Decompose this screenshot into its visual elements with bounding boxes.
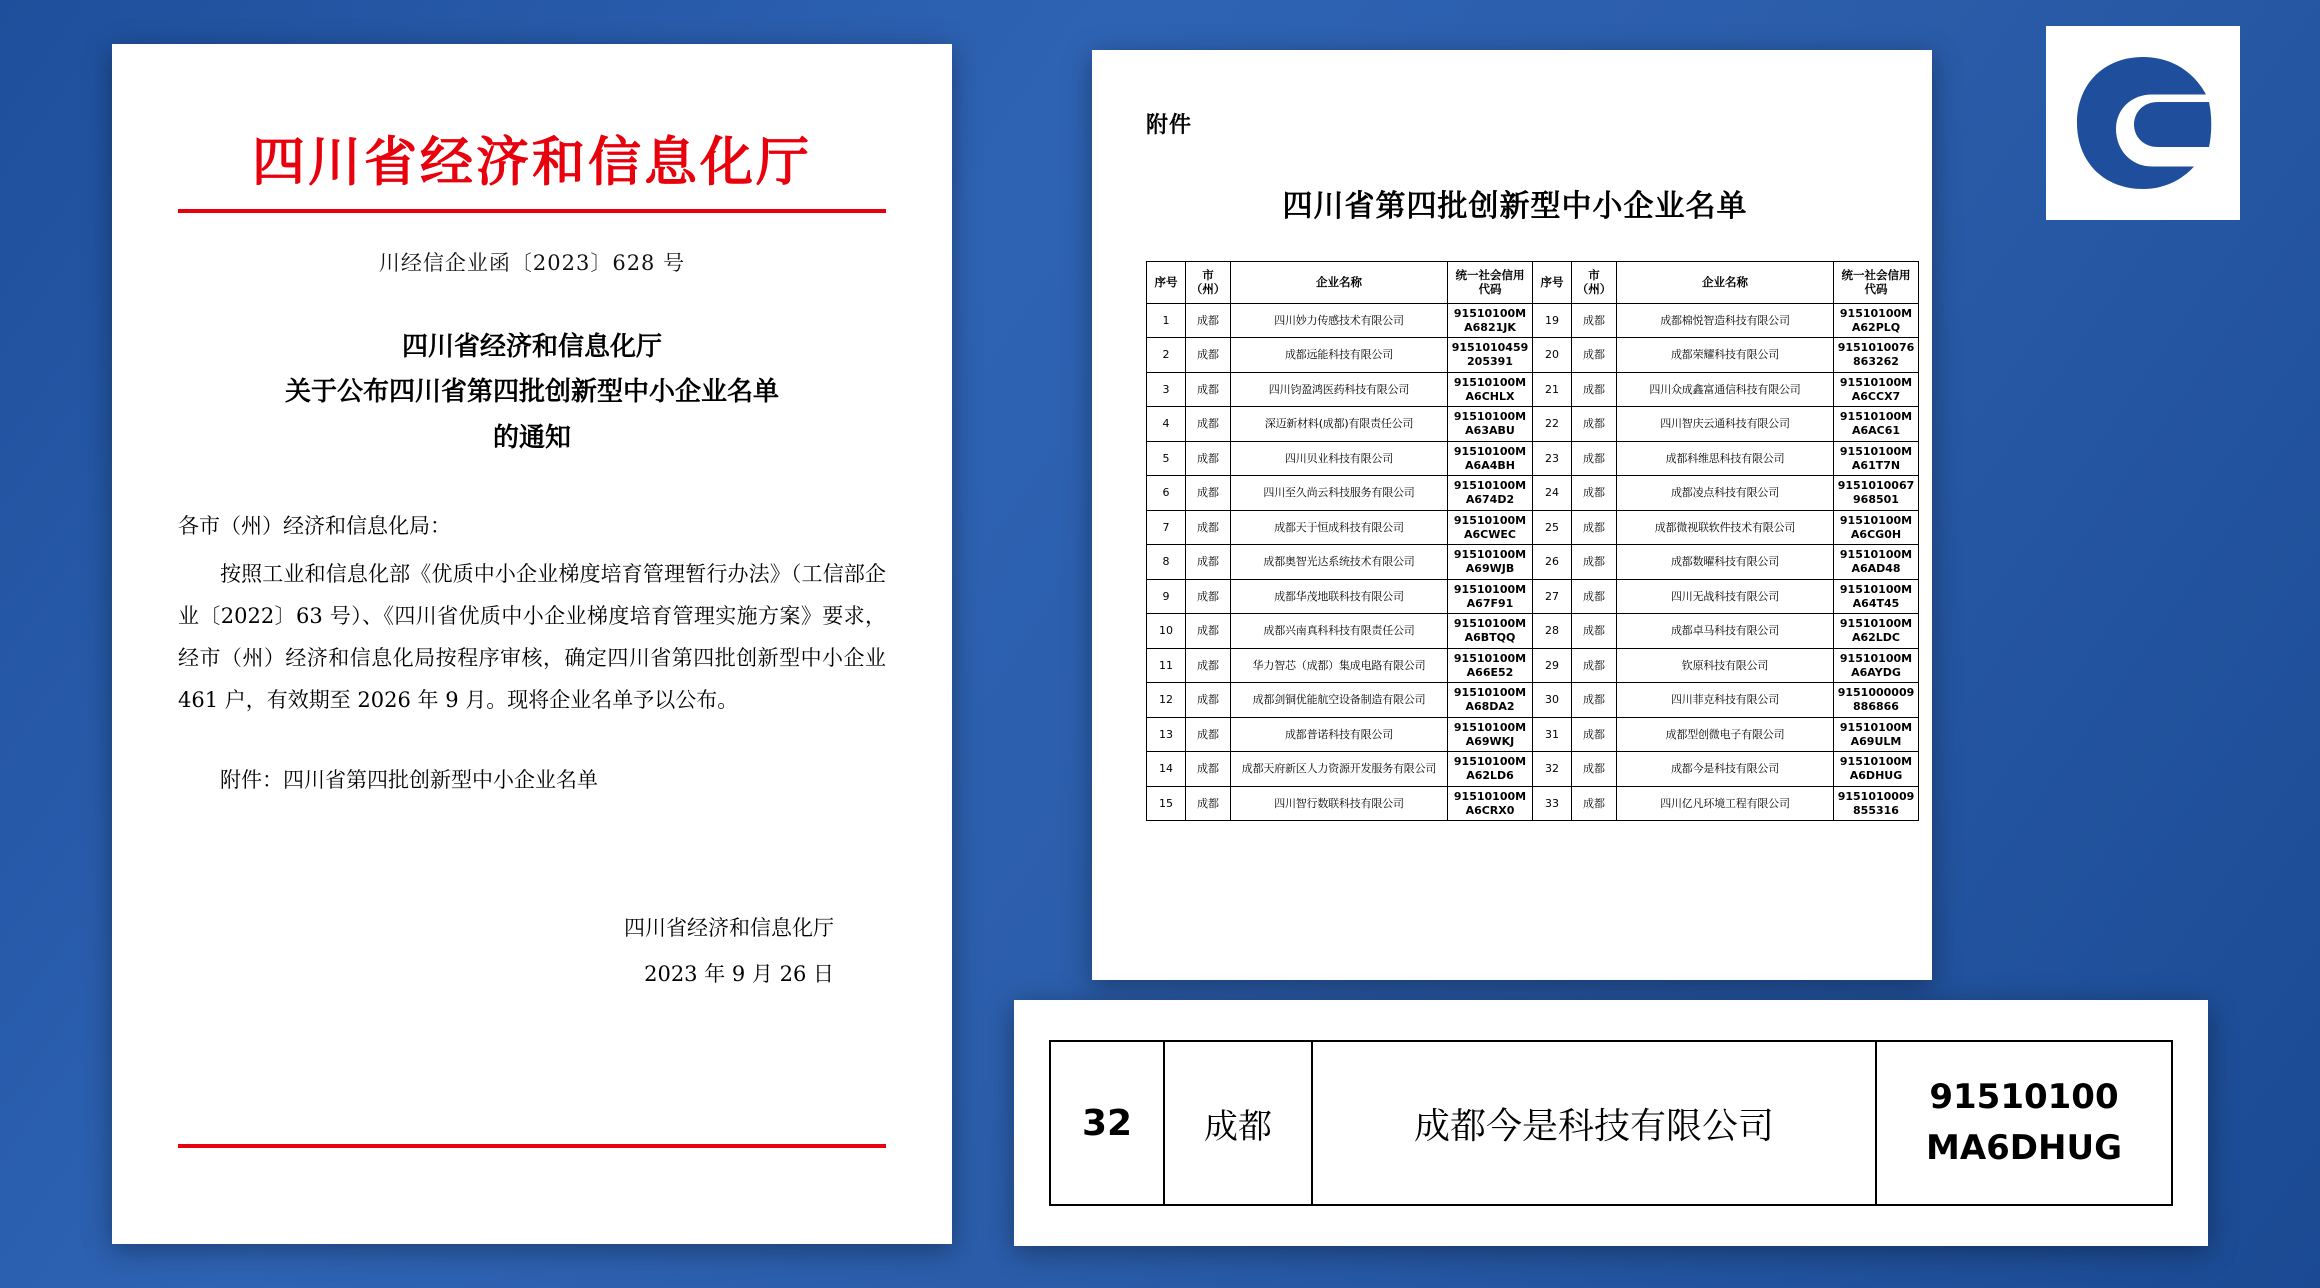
cell-seq-right: 27: [1533, 579, 1572, 614]
table-row: [1147, 510, 1919, 545]
cell-code-left: 91510100MA674D2: [1448, 476, 1533, 511]
cell-code-left: 91510100MA6CHLX: [1448, 372, 1533, 407]
cell-seq-left: 14: [1147, 752, 1186, 787]
table-row: [1147, 579, 1919, 614]
company-logo-icon: [2068, 48, 2218, 198]
callout-table: [1049, 1040, 2173, 1206]
issuing-organization-title: 四川省经济和信息化厅: [252, 131, 812, 193]
cell-city-left: 成都: [1186, 510, 1231, 545]
cell-seq-right: 23: [1533, 441, 1572, 476]
header-city-right: 市（州）: [1572, 262, 1617, 304]
cell-name-right: 成都今是科技有限公司: [1617, 752, 1834, 787]
cell-city-left: 成都: [1186, 338, 1231, 373]
cell-seq-right: 31: [1533, 717, 1572, 752]
cell-seq-right: 33: [1533, 786, 1572, 821]
callout-credit-code-line2: MA6DHUG: [1926, 1128, 2122, 1168]
cell-seq-left: 12: [1147, 683, 1186, 718]
cell-seq-right: 20: [1533, 338, 1572, 373]
cell-code-right: 9151010009855316: [1834, 786, 1919, 821]
cell-city-left: 成都: [1186, 545, 1231, 580]
cell-city-right: 成都: [1572, 372, 1617, 407]
cell-city-right: 成都: [1572, 614, 1617, 649]
logo-container: [2046, 26, 2240, 220]
cell-seq-right: 22: [1533, 407, 1572, 442]
cell-name-left: 成都华茂地联科技有限公司: [1231, 579, 1448, 614]
cell-name-left: 四川智行数联科技有限公司: [1231, 786, 1448, 821]
cell-code-right: 91510100MA6CCX7: [1834, 372, 1919, 407]
cell-code-right: 91510100MA6DHUG: [1834, 752, 1919, 787]
attachment-list-document: [1092, 50, 1932, 980]
cell-name-right: 成都棉悦智造科技有限公司: [1617, 303, 1834, 338]
cell-city-right: 成都: [1572, 717, 1617, 752]
cell-city-right: 成都: [1572, 579, 1617, 614]
cell-name-left: 华力智芯（成都）集成电路有限公司: [1231, 648, 1448, 683]
callout-credit-code: [1876, 1041, 2172, 1205]
cell-name-left: 深迈新材料(成都)有限责任公司: [1231, 407, 1448, 442]
table-header-row: [1147, 262, 1919, 304]
cell-code-left: 91510100MA68DA2: [1448, 683, 1533, 718]
cell-name-left: 四川贝业科技有限公司: [1231, 441, 1448, 476]
cell-name-right: 成都凌点科技有限公司: [1617, 476, 1834, 511]
header-city-left: 市（州）: [1186, 262, 1231, 304]
attachment-label: 附件: [1146, 112, 1193, 138]
cell-name-right: 四川菲克科技有限公司: [1617, 683, 1834, 718]
cell-code-right: 91510100MA6AD48: [1834, 545, 1919, 580]
table-row: [1147, 476, 1919, 511]
cell-name-right: 成都卓马科技有限公司: [1617, 614, 1834, 649]
cell-name-left: 四川钧盈鸿医药科技有限公司: [1231, 372, 1448, 407]
document-number: 川经信企业函〔2023〕628 号: [378, 250, 686, 275]
cell-name-right: 四川无战科技有限公司: [1617, 579, 1834, 614]
cell-seq-left: 2: [1147, 338, 1186, 373]
cell-code-right: 91510100MA6AYDG: [1834, 648, 1919, 683]
cell-code-left: 91510100MA69WKJ: [1448, 717, 1533, 752]
cell-city-left: 成都: [1186, 407, 1231, 442]
cell-seq-left: 7: [1147, 510, 1186, 545]
cell-name-right: 四川智庆云通科技有限公司: [1617, 407, 1834, 442]
cell-code-right: 91510100MA64T45: [1834, 579, 1919, 614]
cell-code-left: 91510100MA6CWEC: [1448, 510, 1533, 545]
cell-name-left: 成都普诺科技有限公司: [1231, 717, 1448, 752]
cell-city-left: 成都: [1186, 683, 1231, 718]
cell-seq-left: 3: [1147, 372, 1186, 407]
highlighted-row-callout: [1014, 1000, 2208, 1246]
cell-name-left: 成都兴南真科科技有限责任公司: [1231, 614, 1448, 649]
cell-name-right: 成都荣耀科技有限公司: [1617, 338, 1834, 373]
header-seq-right: 序号: [1533, 262, 1572, 304]
cell-code-right: 91510100MA61T7N: [1834, 441, 1919, 476]
cell-city-left: 成都: [1186, 614, 1231, 649]
cell-name-left: 成都剑铜优能航空设备制造有限公司: [1231, 683, 1448, 718]
cell-seq-left: 10: [1147, 614, 1186, 649]
cell-code-left: 91510100MA6821JK: [1448, 303, 1533, 338]
notice-attachment-line: 附件：四川省第四批创新型中小企业名单: [220, 768, 598, 793]
cell-name-right: 成都型创微电子有限公司: [1617, 717, 1834, 752]
cell-code-right: 91510100MA6AC61: [1834, 407, 1919, 442]
notice-heading-line2: 关于公布四川省第四批创新型中小企业名单: [284, 377, 779, 408]
header-red-rule: [178, 209, 886, 213]
cell-code-right: 9151010067968501: [1834, 476, 1919, 511]
table-row: [1147, 786, 1919, 821]
notice-heading-line1: 四川省经济和信息化厅: [401, 331, 662, 362]
cell-city-right: 成都: [1572, 648, 1617, 683]
table-body: [1147, 303, 1919, 821]
cell-city-left: 成都: [1186, 303, 1231, 338]
callout-credit-code-line1: 91510100: [1929, 1077, 2119, 1117]
cell-name-left: 成都远能科技有限公司: [1231, 338, 1448, 373]
cell-seq-right: 30: [1533, 683, 1572, 718]
table-row: [1147, 545, 1919, 580]
callout-row: [1050, 1041, 2172, 1205]
table-row: [1147, 338, 1919, 373]
cell-seq-left: 9: [1147, 579, 1186, 614]
cell-name-left: 成都奥智光达系统技术有限公司: [1231, 545, 1448, 580]
cell-name-right: 成都科维思科技有限公司: [1617, 441, 1834, 476]
cell-name-right: 四川亿凡环境工程有限公司: [1617, 786, 1834, 821]
table-row: [1147, 717, 1919, 752]
header-seq-left: 序号: [1147, 262, 1186, 304]
cell-city-right: 成都: [1572, 545, 1617, 580]
header-name-left: 企业名称: [1231, 262, 1448, 304]
cell-name-left: 成都天府新区人力资源开发服务有限公司: [1231, 752, 1448, 787]
cell-seq-right: 21: [1533, 372, 1572, 407]
attachment-list-title: 四川省第四批创新型中小企业名单: [1282, 189, 1748, 224]
cell-code-left: 91510100MA66E52: [1448, 648, 1533, 683]
callout-seq: 32: [1050, 1041, 1164, 1205]
cell-name-right: 成都数曜科技有限公司: [1617, 545, 1834, 580]
cell-name-left: 四川至久尚云科技服务有限公司: [1231, 476, 1448, 511]
cell-seq-left: 11: [1147, 648, 1186, 683]
cell-seq-right: 29: [1533, 648, 1572, 683]
cell-seq-right: 32: [1533, 752, 1572, 787]
header-code-left: 统一社会信用代码: [1448, 262, 1533, 304]
cell-city-left: 成都: [1186, 579, 1231, 614]
cell-seq-right: 28: [1533, 614, 1572, 649]
cell-city-left: 成都: [1186, 752, 1231, 787]
cell-seq-left: 8: [1147, 545, 1186, 580]
cell-code-left: 91510100MA6A4BH: [1448, 441, 1533, 476]
cell-code-right: 91510100MA6CG0H: [1834, 510, 1919, 545]
cell-code-left: 91510100MA67F91: [1448, 579, 1533, 614]
cell-seq-left: 5: [1147, 441, 1186, 476]
cell-city-right: 成都: [1572, 303, 1617, 338]
cell-city-right: 成都: [1572, 407, 1617, 442]
cell-city-right: 成都: [1572, 441, 1617, 476]
cell-city-left: 成都: [1186, 717, 1231, 752]
table-row: [1147, 683, 1919, 718]
notice-heading-line3: 的通知: [492, 422, 571, 453]
table-row: [1147, 303, 1919, 338]
notice-body-paragraph: 按照工业和信息化部《优质中小企业梯度培育管理暂行办法》（工信部企业〔2022〕63 号）、《四川省优质中小企业梯度培育管理实施方案》要求，经市（州）经济和信息化局按程序审核，确定四川省第四批创新型中小企业 461 户，有效期至 2026 年 9 月。现将企业名单予以公布。: [178, 562, 886, 713]
cell-city-left: 成都: [1186, 786, 1231, 821]
cell-code-right: 91510100MA62PLQ: [1834, 303, 1919, 338]
cell-name-right: 成都微视联软件技术有限公司: [1617, 510, 1834, 545]
official-notice-document: [112, 44, 952, 1244]
cell-code-left: 91510100MA63ABU: [1448, 407, 1533, 442]
cell-code-left: 91510100MA69WJB: [1448, 545, 1533, 580]
cell-seq-right: 25: [1533, 510, 1572, 545]
signature-organization: 四川省经济和信息化厅: [624, 916, 834, 941]
cell-name-left: 四川妙力传感技术有限公司: [1231, 303, 1448, 338]
cell-city-left: 成都: [1186, 372, 1231, 407]
cell-code-left: 91510100MA6CRX0: [1448, 786, 1533, 821]
cell-code-right: 91510100MA69ULM: [1834, 717, 1919, 752]
cell-seq-left: 1: [1147, 303, 1186, 338]
cell-seq-left: 6: [1147, 476, 1186, 511]
table-row: [1147, 648, 1919, 683]
notice-heading: [178, 325, 886, 462]
cell-name-right: 钦原科技有限公司: [1617, 648, 1834, 683]
cell-name-left: 成都天于恒成科技有限公司: [1231, 510, 1448, 545]
cell-city-left: 成都: [1186, 648, 1231, 683]
cell-seq-left: 15: [1147, 786, 1186, 821]
enterprise-list-table: [1146, 261, 1919, 821]
cell-city-right: 成都: [1572, 683, 1617, 718]
cell-city-right: 成都: [1572, 510, 1617, 545]
header-name-right: 企业名称: [1617, 262, 1834, 304]
cell-city-right: 成都: [1572, 476, 1617, 511]
footer-red-rule: [178, 1144, 886, 1148]
callout-city: 成都: [1164, 1041, 1312, 1205]
table-row: [1147, 752, 1919, 787]
signature-date: 2023 年 9 月 26 日: [644, 962, 834, 987]
table-row: [1147, 441, 1919, 476]
notice-recipient: 各市（州）经济和信息化局：: [178, 514, 451, 539]
cell-seq-left: 13: [1147, 717, 1186, 752]
cell-city-left: 成都: [1186, 476, 1231, 511]
cell-city-right: 成都: [1572, 786, 1617, 821]
cell-code-right: 9151010076863262: [1834, 338, 1919, 373]
cell-seq-right: 26: [1533, 545, 1572, 580]
callout-company-name: 成都今是科技有限公司: [1312, 1041, 1876, 1205]
cell-city-left: 成都: [1186, 441, 1231, 476]
notice-signature: [178, 905, 886, 997]
cell-seq-right: 19: [1533, 303, 1572, 338]
cell-code-left: 91510100MA6BTQQ: [1448, 614, 1533, 649]
header-code-right: 统一社会信用代码: [1834, 262, 1919, 304]
cell-code-left: 9151010459205391: [1448, 338, 1533, 373]
cell-seq-left: 4: [1147, 407, 1186, 442]
cell-city-right: 成都: [1572, 752, 1617, 787]
cell-name-right: 四川众成鑫富通信科技有限公司: [1617, 372, 1834, 407]
table-row: [1147, 407, 1919, 442]
cell-code-right: 91510100MA62LDC: [1834, 614, 1919, 649]
cell-code-left: 91510100MA62LD6: [1448, 752, 1533, 787]
table-row: [1147, 372, 1919, 407]
cell-city-right: 成都: [1572, 338, 1617, 373]
cell-code-right: 9151000009886866: [1834, 683, 1919, 718]
cell-seq-right: 24: [1533, 476, 1572, 511]
table-row: [1147, 614, 1919, 649]
